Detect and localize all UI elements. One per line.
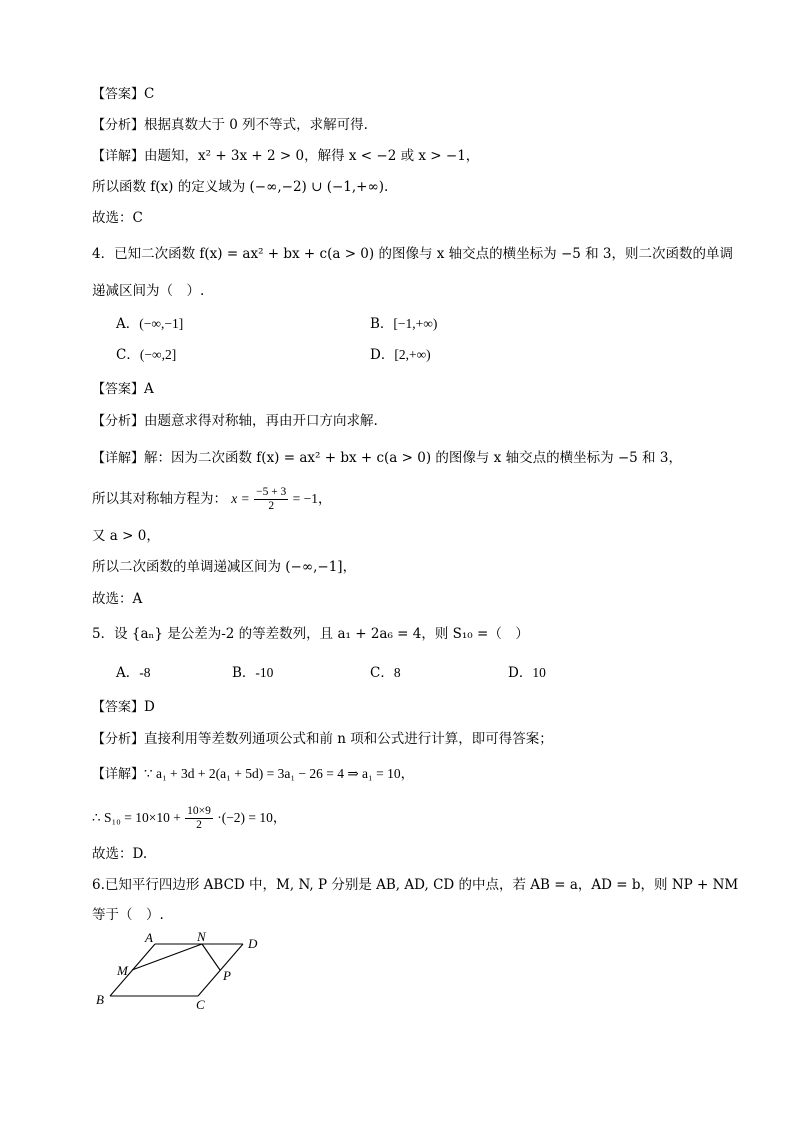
q4-stem-line-1: 4．已知二次函数 f(x) = ax² + bx + c(a > 0) 的图像与 x 轴交点的横坐标为 −5 和 3，则二次函数的单调 — [92, 246, 734, 262]
fraction — [185, 805, 213, 832]
q4-option-c — [116, 346, 176, 364]
fraction-denominator: 2 — [268, 500, 275, 512]
option-label: B． — [370, 316, 394, 332]
q5-option-b — [232, 664, 273, 682]
q4-option-d — [370, 346, 431, 364]
detail-text: 由题知，x² + 3x + 2 > 0，解得 x < −2 或 x > −1， — [144, 148, 480, 164]
detail-text: 所以其对称轴方程为： — [92, 491, 227, 507]
q5-analysis-line — [92, 730, 553, 749]
q5-detail-line-1 — [92, 765, 414, 784]
label-m: M — [117, 963, 128, 978]
option-text: [−1,+∞) — [393, 316, 438, 331]
q5-detail-line-2 — [92, 805, 286, 832]
detail-tag: 【详解】 — [92, 451, 145, 466]
analysis-text: 由题意求得对称轴，再由开口方向求解. — [144, 413, 378, 429]
prev-choose-line: 故选：C — [92, 210, 143, 226]
equation-lhs: x = — [231, 491, 250, 506]
answer-tag: 【答案】 — [92, 382, 145, 397]
option-text: -10 — [255, 665, 274, 680]
prev-answer-line — [92, 85, 154, 104]
q4-stem-line-2: 递减区间为（ ）. — [92, 283, 205, 299]
option-label: D． — [370, 347, 395, 363]
option-label: B． — [232, 665, 256, 681]
segment-np — [202, 944, 220, 970]
fraction — [254, 486, 288, 513]
detail-text: ∵ a₁ + 3d + 2(a₁ + 5d) = 3a₁ − 26 = 4 ⇒ a₁ = 10， — [144, 766, 415, 781]
label-c: C — [196, 997, 205, 1012]
parallelogram-figure — [90, 928, 280, 1018]
q5-option-a — [116, 664, 151, 682]
q5-answer-line — [92, 698, 155, 717]
q4-option-b — [370, 315, 437, 333]
option-text: -8 — [139, 665, 151, 680]
prev-analysis-line — [92, 116, 368, 135]
equation-lhs: ∴ S₁₀ = 10×10 + — [92, 810, 181, 825]
fraction-numerator: 10×9 — [187, 805, 211, 817]
option-text: (−∞,−1] — [139, 316, 184, 331]
analysis-tag: 【分析】 — [92, 732, 145, 747]
answer-value: C — [144, 86, 155, 102]
label-p: P — [223, 968, 231, 983]
answer-value: A — [144, 381, 154, 397]
detail-tag: 【详解】 — [92, 149, 145, 164]
option-label: A． — [116, 665, 140, 681]
segment-mn — [132, 944, 202, 970]
q4-detail-line-3: 又 a > 0， — [92, 528, 160, 544]
fraction-numerator: −5 + 3 — [256, 486, 287, 498]
q4-detail-line-1 — [92, 449, 682, 468]
analysis-tag: 【分析】 — [92, 414, 145, 429]
option-label: A． — [116, 316, 140, 332]
option-text: 10 — [532, 665, 546, 680]
detail-text: 解：因为二次函数 f(x) = ax² + bx + c(a > 0) 的图像与 x 轴交点的横坐标为 −5 和 3， — [144, 450, 682, 466]
q5-choose-line: 故选：D. — [92, 846, 148, 862]
analysis-tag: 【分析】 — [92, 118, 145, 133]
option-label: C． — [370, 665, 394, 681]
q4-detail-line-4: 所以二次函数的单调递减区间为 (−∞,−1]， — [92, 559, 357, 575]
answer-tag: 【答案】 — [92, 87, 145, 102]
label-a: A — [145, 930, 153, 945]
option-text: 8 — [393, 665, 401, 680]
fraction-denominator: 2 — [196, 819, 202, 831]
equation-rhs: ·(−2) = 10， — [217, 810, 287, 825]
option-label: D． — [508, 665, 533, 681]
label-d: D — [248, 936, 258, 951]
q5-option-c — [370, 664, 401, 682]
equation-rhs: = −1， — [292, 491, 332, 506]
q4-answer-line — [92, 380, 154, 399]
answer-value: D — [144, 699, 155, 715]
q6-stem-line-1: 6.已知平行四边形 ABCD 中，M, N, P 分别是 AB, AD, CD 的中点，若 AB = a，AD = b，则 NP + NM — [92, 877, 739, 893]
q5-stem-line: 5．设 {aₙ} 是公差为-2 的等差数列，且 a₁ + 2a₆ = 4，则 S₁₀ =（ ） — [92, 626, 529, 642]
prev-detail-line-2: 所以函数 f(x) 的定义域为 (−∞,−2) ∪ (−1,+∞). — [92, 179, 389, 195]
label-b: B — [96, 992, 104, 1007]
edge-dc — [198, 944, 243, 996]
q5-option-d — [508, 664, 546, 682]
analysis-text: 根据真数大于 0 列不等式，求解可得. — [144, 117, 368, 133]
detail-tag: 【详解】 — [92, 767, 145, 782]
q4-analysis-line — [92, 412, 378, 431]
q4-detail-line-2 — [92, 486, 331, 513]
answer-tag: 【答案】 — [92, 700, 145, 715]
q4-choose-line: 故选：A — [92, 591, 143, 607]
option-text: (−∞,2] — [139, 347, 177, 362]
option-label: C． — [116, 347, 140, 363]
q6-stem-line-2: 等于（ ）. — [92, 907, 164, 923]
label-n: N — [197, 929, 206, 944]
analysis-text: 直接利用等差数列通项公式和前 n 项和公式进行计算，即可得答案； — [144, 731, 553, 747]
q4-option-a — [116, 315, 183, 333]
option-text: [2,+∞) — [394, 347, 431, 362]
prev-detail-line-1 — [92, 147, 479, 166]
